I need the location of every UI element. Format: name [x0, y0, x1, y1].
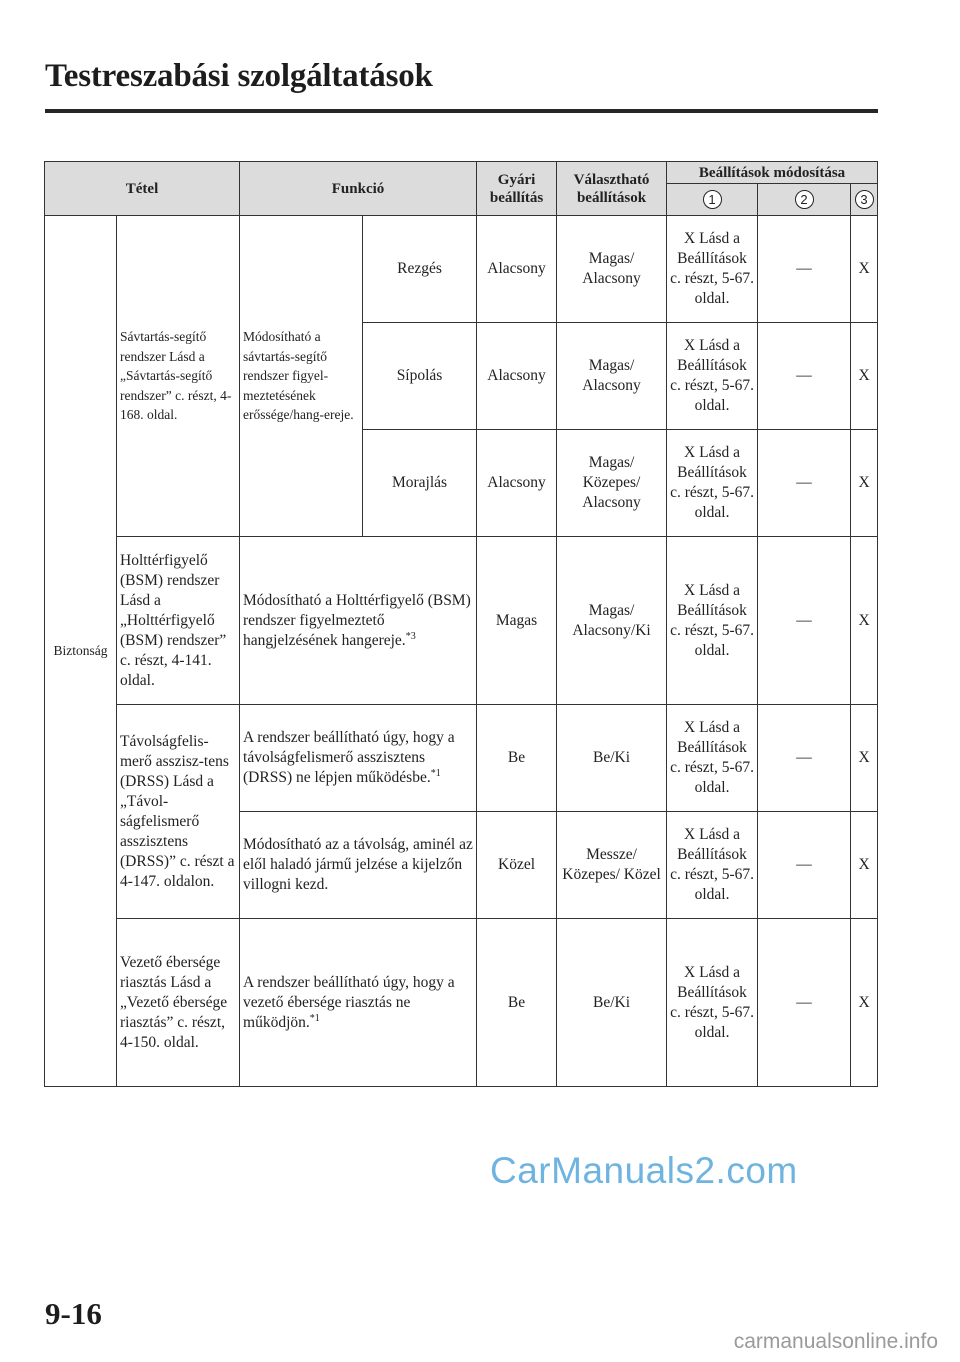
factory-cell: Alacsony	[477, 430, 557, 537]
group-cell-biztonsag: Biztonság	[45, 216, 117, 1087]
watermark-logo: CarManuals2.com	[490, 1150, 798, 1191]
footnote-mark: *1	[309, 1012, 320, 1024]
selectable-cell: Magas/ Alacsony	[557, 323, 667, 430]
header-factory: Gyári beállítás	[477, 162, 557, 216]
method-2-cell: —	[758, 430, 851, 537]
page-title: Testreszabási szolgáltatások	[45, 58, 433, 94]
method-2-cell: —	[758, 812, 851, 919]
method-2-cell: —	[758, 323, 851, 430]
method-2-cell: —	[758, 705, 851, 812]
header-method-2	[758, 184, 851, 216]
item-driver-alert: Vezető ébersége riasztás Lásd a „Vezető ébersége riasztás” c. részt, 4-150. oldal.	[117, 919, 240, 1087]
item-lane-assist: Sávtartás-segítő rendszer Lásd a „Sávtartás-segítő rendszer” c. részt, 4-168. oldal.	[117, 216, 240, 537]
title-rule	[45, 109, 878, 113]
factory-cell: Be	[477, 705, 557, 812]
header-selectable: Választható beállítások	[557, 162, 667, 216]
method-3-cell: X	[851, 216, 878, 323]
circled-number-1: 1	[703, 190, 722, 209]
method-1-cell: X Lásd a Beállítások c. részt, 5-67. oldal.	[667, 216, 758, 323]
function-driver-alert-text: A rendszer beállítható úgy, hogy a vezető ébersége riasztás ne működjön.	[243, 973, 455, 1031]
method-1-cell: X Lásd a Beállítások c. részt, 5-67. oldal.	[667, 812, 758, 919]
header-method-1	[667, 184, 758, 216]
footnote-mark: *3	[405, 630, 416, 642]
method-2-cell: —	[758, 537, 851, 705]
settings-table	[44, 161, 878, 1087]
method-1-cell: X Lásd a Beállítások c. részt, 5-67. oldal.	[667, 919, 758, 1087]
factory-cell: Alacsony	[477, 216, 557, 323]
selectable-cell: Be/Ki	[557, 705, 667, 812]
method-3-cell: X	[851, 705, 878, 812]
header-method-3	[851, 184, 878, 216]
method-3-cell: X	[851, 537, 878, 705]
method-2-cell: —	[758, 216, 851, 323]
circled-number-2: 2	[795, 190, 814, 209]
table-row	[45, 216, 878, 323]
item-bsm: Holttérfigyelő (BSM) rendszer Lásd a „Holttérfigyelő (BSM) rendszer” c. részt, 4-141. oldal.	[117, 537, 240, 705]
method-3-cell: X	[851, 812, 878, 919]
table-row	[45, 919, 878, 1087]
table-row	[45, 537, 878, 705]
item-drss: Távolságfelis-merő asszisz-tens (DRSS) Lásd a „Távol-ságfelismerő asszisztens (DRSS)” c. részt a 4-147. oldalon.	[117, 705, 240, 919]
method-3-cell: X	[851, 430, 878, 537]
table-row	[45, 705, 878, 812]
method-1-cell: X Lásd a Beállítások c. részt, 5-67. oldal.	[667, 323, 758, 430]
function-bsm-text: Módosítható a Holttérfigyelő (BSM) rendszer figyelmeztető hangjelzésének hangereje.	[243, 591, 471, 649]
selectable-cell: Messze/ Közepes/ Közel	[557, 812, 667, 919]
selectable-cell: Magas/ Alacsony	[557, 216, 667, 323]
option-cell: Sípolás	[363, 323, 477, 430]
factory-cell: Alacsony	[477, 323, 557, 430]
method-2-cell: —	[758, 919, 851, 1087]
factory-cell: Magas	[477, 537, 557, 705]
function-bsm	[240, 537, 477, 705]
method-1-cell: X Lásd a Beállítások c. részt, 5-67. oldal.	[667, 705, 758, 812]
selectable-cell: Magas/ Alacsony/Ki	[557, 537, 667, 705]
page-number: 9-16	[45, 1296, 102, 1331]
footer-url: carmanualsonline.info	[733, 1330, 938, 1353]
header-modify: Beállítások módosítása	[667, 162, 878, 184]
footnote-mark: *1	[430, 767, 441, 779]
selectable-cell: Be/Ki	[557, 919, 667, 1087]
method-1-cell: X Lásd a Beállítások c. részt, 5-67. oldal.	[667, 537, 758, 705]
method-1-cell: X Lásd a Beállítások c. részt, 5-67. oldal.	[667, 430, 758, 537]
header-item: Tétel	[45, 162, 240, 216]
function-drss-text: A rendszer beállítható úgy, hogy a távolságfelismerő asszisztens (DRSS) ne lépjen működésbe.	[243, 729, 455, 786]
option-cell: Morajlás	[363, 430, 477, 537]
header-function: Funkció	[240, 162, 477, 216]
selectable-cell: Magas/ Közepes/ Alacsony	[557, 430, 667, 537]
circled-number-3: 3	[855, 190, 874, 209]
function-drss	[240, 705, 477, 812]
function-lane-assist: Módosítható a sávtartás-segítő rendszer figyel-meztetésének erőssége/hang-ereje.	[240, 216, 363, 537]
function-drss-distance: Módosítható az a távolság, aminél az elől haladó jármű jelzése a kijelzőn villogni kezd.	[240, 812, 477, 919]
option-cell: Rezgés	[363, 216, 477, 323]
function-driver-alert	[240, 919, 477, 1087]
method-3-cell: X	[851, 323, 878, 430]
factory-cell: Be	[477, 919, 557, 1087]
factory-cell: Közel	[477, 812, 557, 919]
method-3-cell: X	[851, 919, 878, 1087]
